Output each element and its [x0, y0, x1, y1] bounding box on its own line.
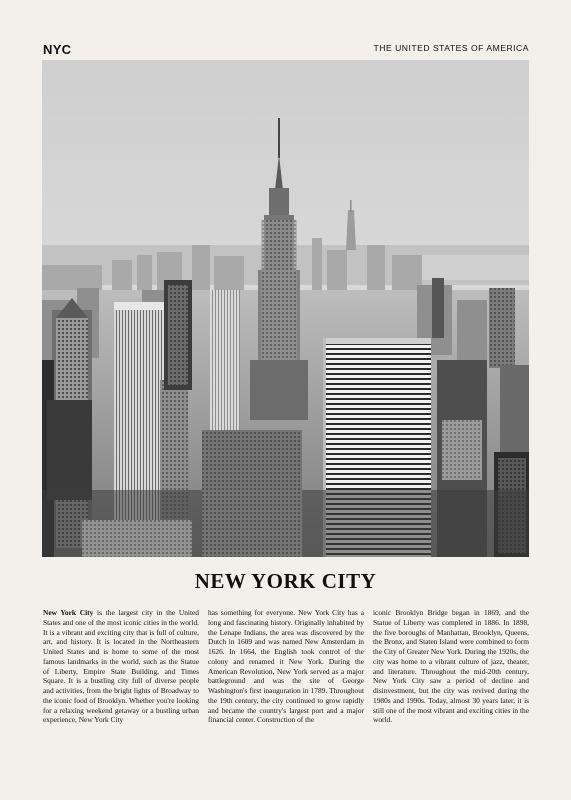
text-column-3: [373, 608, 529, 758]
country-label: THE UNITED STATES OF AMERICA: [373, 43, 529, 53]
page-title: NEW YORK CITY: [194, 569, 377, 593]
column-1-text: is the largest city in the United States and one of the most iconic cities in the world. It is a vibrant and exciting city that is full of culture, art, and history. It is located in the Northeastern United States and is home to some of the most famous landmarks in the world, such as the Statue of Liberty, Empire State Building, and Times Square. It is a bustling city full of diverse people and activities, from the bright lights of Broadway to the iconic food of Brooklyn. Whether you're looking for a relaxing weekend getaway or a bustling urban experience, New York City: [43, 608, 199, 725]
lead-text: New York City: [43, 608, 94, 617]
skyline-photo: [42, 60, 529, 557]
column-2-text: has something for everyone. New York City has a long and fascinating history. Originally inhabited by the Lenape Indians, the area was discovered by the Dutch in 1609 and was named New Amsterdam in 1626. In 1664, the English took control of the colony and renamed it New York. During the American Revolution, New York served as a major battleground and was the site of George Washington's first inauguration in 1789. Throughout the 19th century, the city continued to grow rapidly and became the country's largest port and a major financial center. Construction of the: [208, 608, 364, 725]
body-text: [43, 608, 529, 758]
city-short-label: NYC: [43, 42, 72, 57]
text-column-2: [208, 608, 364, 758]
column-3-text: iconic Brooklyn Bridge began in 1869, and the Statue of Liberty was completed in 1886. In 1898, the five boroughs of Manhattan, Brooklyn, Queens, the Bronx, and Staten Island were combined to form the City of Greater New York. During the 1920s, the city was home to a vibrant culture of jazz, theater, and literature. Throughout the mid-20th century, New York City saw a period of decline and disinvestment, but the city was revived during the 1980s and 1990s. Today, almost 30 years later, it is still one of the most vibrant and exciting cities in the world.: [373, 608, 529, 725]
text-column-1: [43, 608, 199, 758]
